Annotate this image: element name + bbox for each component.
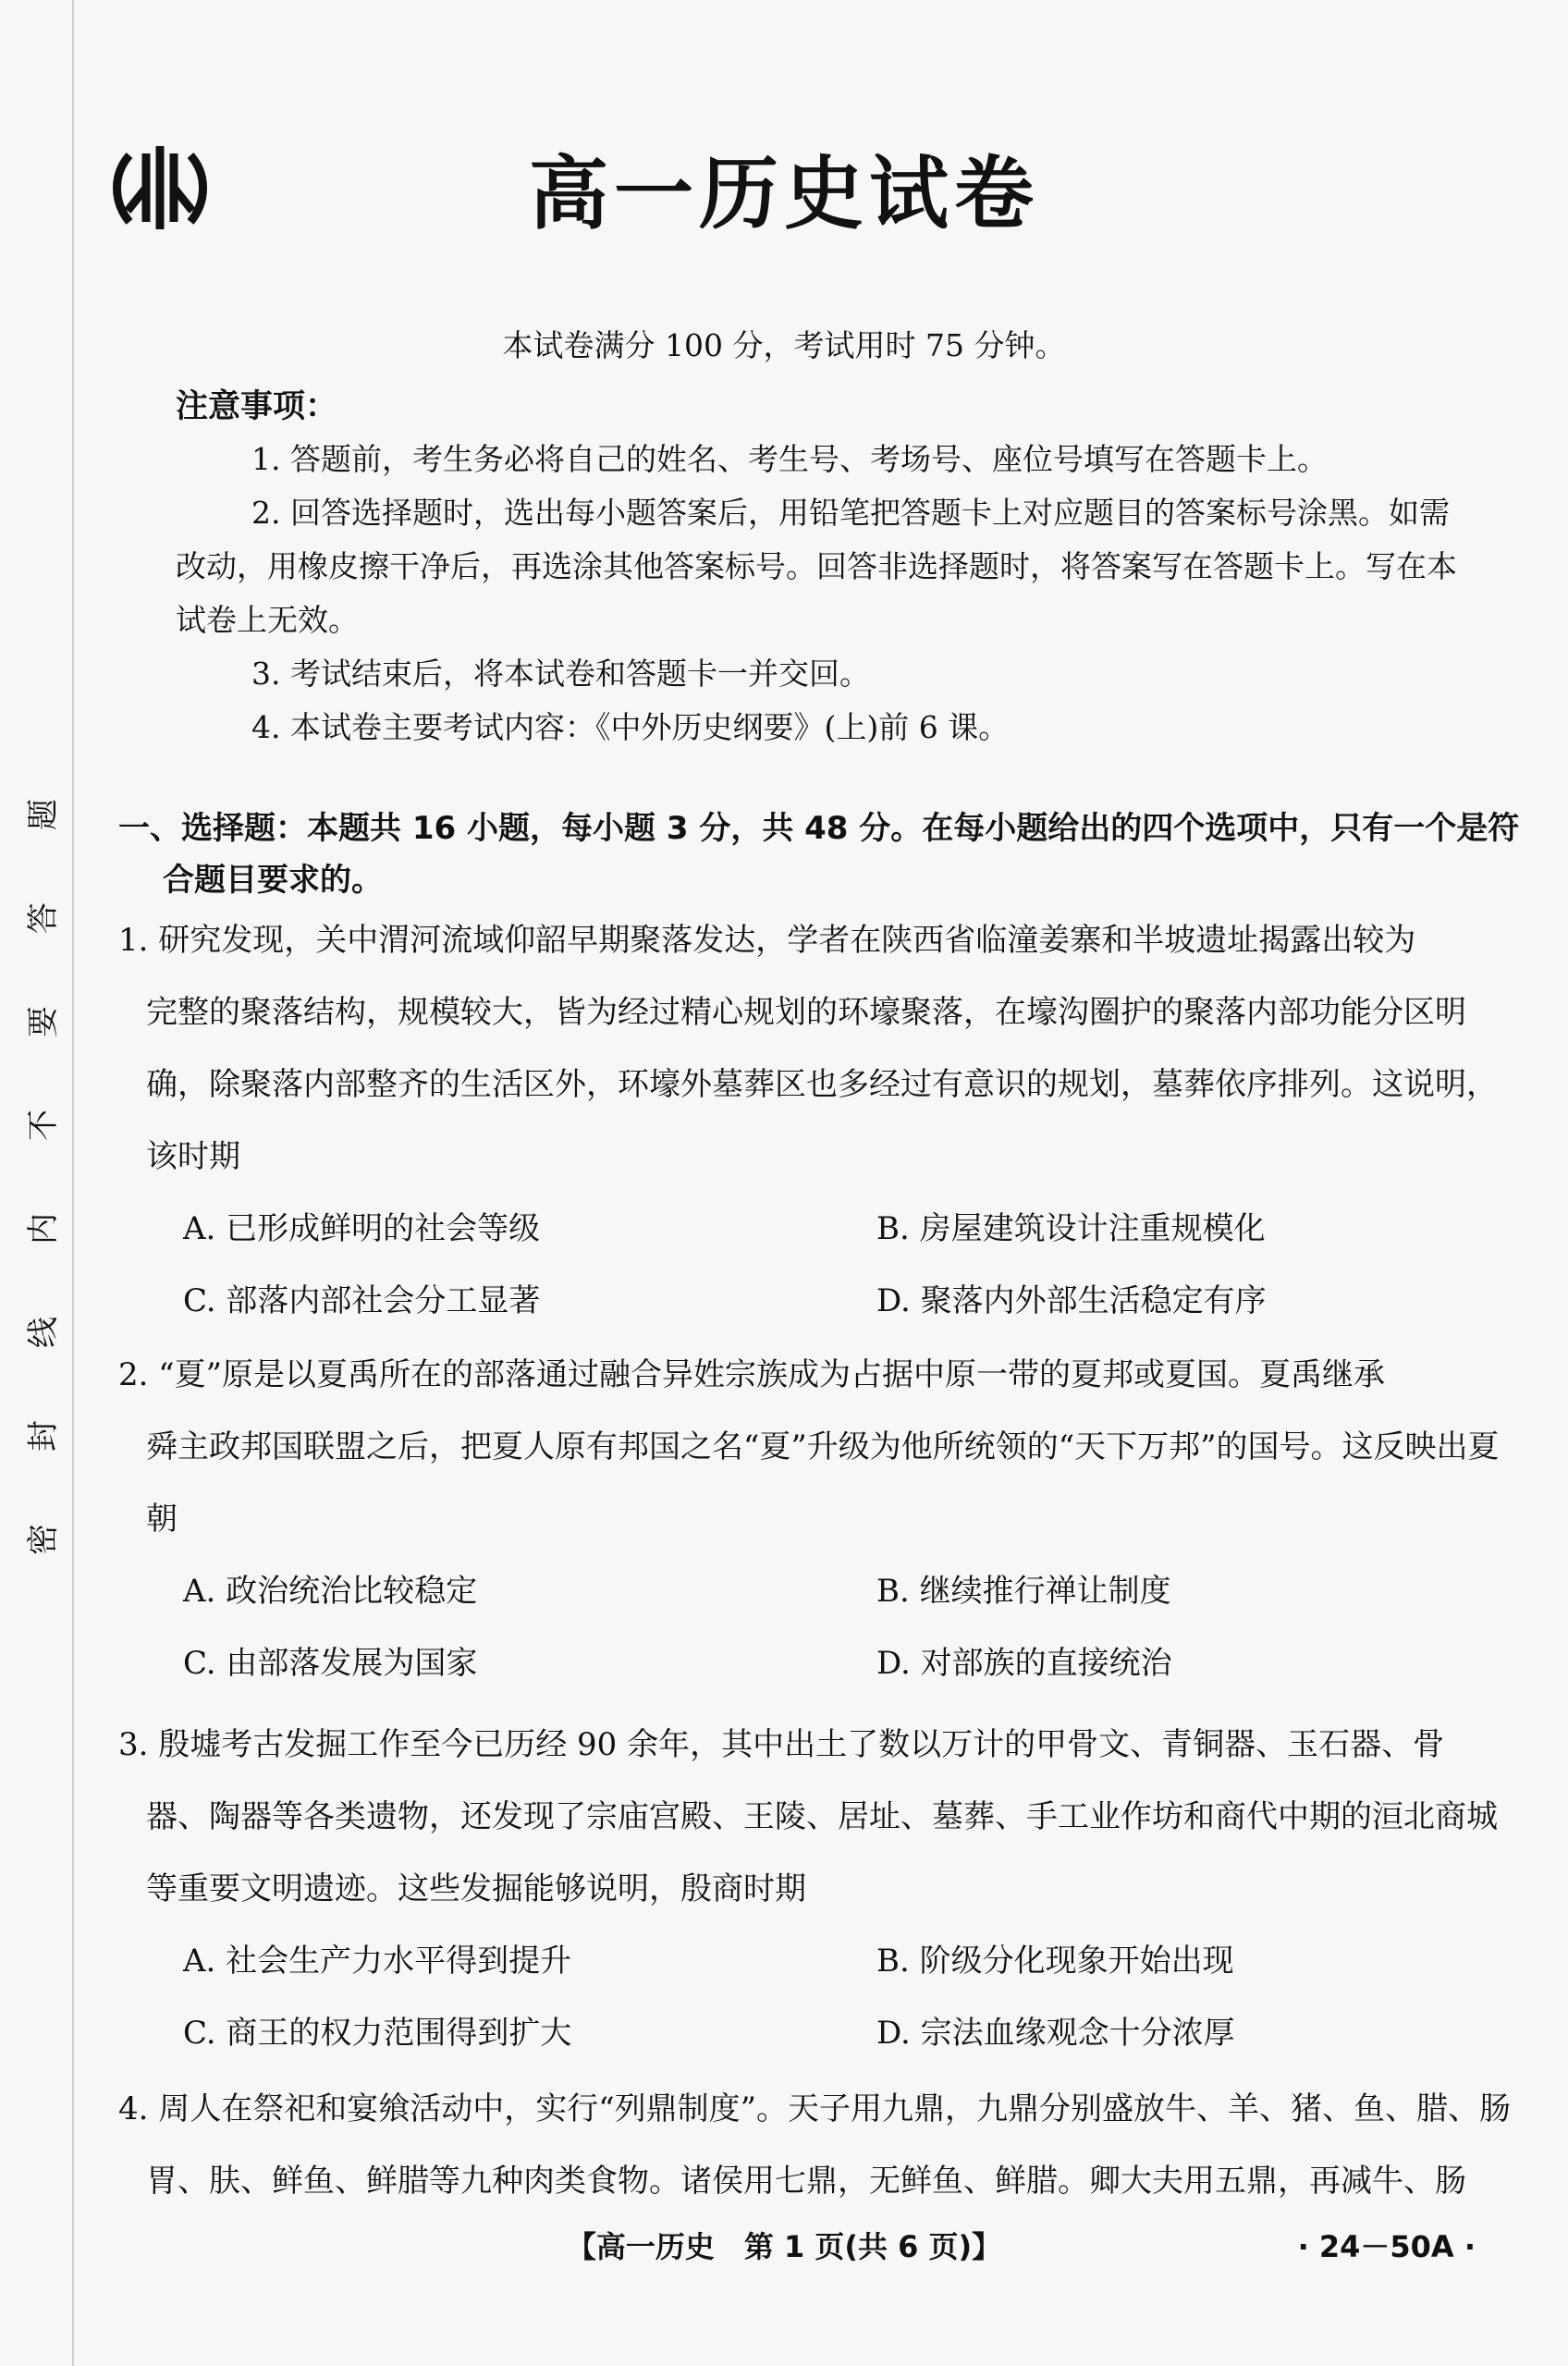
seal-char: 要 bbox=[25, 1006, 62, 1037]
question-2 bbox=[118, 1339, 1524, 1699]
question-stem bbox=[118, 2073, 1524, 2217]
seal-char: 线 bbox=[25, 1317, 62, 1348]
seal-char: 题 bbox=[25, 799, 62, 830]
notice-item: 2. 回答选择题时，选出每小题答案后，用铅笔把答题卡上对应题目的答案标号涂黑。如需改动，用橡皮擦干净后，再选涂其他答案标号。回答非选择题时，将答案写在答题卡上。写在本试卷上无效。 bbox=[176, 495, 1457, 638]
question-stem-line: 2. “夏”原是以夏禹所在的部落通过融合异姓宗族成为占据中原一带的夏邦或夏国。夏禹继承 bbox=[118, 1356, 1386, 1393]
option-c: C. 部落内部社会分工显著 bbox=[183, 1282, 541, 1319]
question-stem bbox=[118, 904, 1524, 1193]
section-heading-line: 一、选择题：本题共 16 小题，每小题 3 分，共 48 分。在每小题给出的四个选项中，只有一个是符 bbox=[118, 810, 1520, 847]
question-stem-line: 4. 周人在祭祀和宴飨活动中，实行“列鼎制度”。天子用九鼎，九鼎分别盛放牛、羊、猪、鱼、腊、肠 bbox=[118, 2090, 1512, 2127]
option-c: C. 由部落发展为国家 bbox=[183, 1645, 478, 1682]
seal-line-text bbox=[20, 763, 67, 1591]
notice-item: 3. 考试结束后，将本试卷和答题卡一并交回。 bbox=[251, 656, 870, 692]
section-heading-line: 合题目要求的。 bbox=[163, 862, 383, 899]
section-heading bbox=[118, 803, 1524, 906]
exam-code: · 24－50A · bbox=[1297, 2229, 1476, 2264]
question-stem bbox=[118, 1339, 1524, 1555]
question-options bbox=[118, 1193, 1524, 1337]
notice-item: 1. 答题前，考生务必将自己的姓名、考生号、考场号、座位号填写在答题卡上。 bbox=[251, 441, 1328, 477]
question-stem-line: 1. 研究发现，关中渭河流域仰韶早期聚落发达，学者在陕西省临潼姜寨和半坡遗址揭露出较为 bbox=[118, 922, 1416, 959]
seal-char: 答 bbox=[25, 902, 62, 934]
question-1 bbox=[118, 904, 1524, 1337]
option-b: B. 房屋建筑设计注重规模化 bbox=[876, 1210, 1266, 1247]
question-stem bbox=[118, 1709, 1524, 1925]
notice-item: 4. 本试卷主要考试内容：《中外历史纲要》(上)前 6 课。 bbox=[251, 709, 1010, 745]
exam-meta: 本试卷满分 100 分，考试用时 75 分钟。 bbox=[502, 327, 1066, 363]
question-4 bbox=[118, 2073, 1524, 2217]
question-stem-line: 胃、肤、鲜鱼、鲜腊等九种肉类食物。诸侯用七鼎，无鲜鱼、鲜腊。卿大夫用五鼎，再减牛、肠 bbox=[146, 2163, 1466, 2200]
question-stem-line: 舜主政邦国联盟之后，把夏人原有邦国之名“夏”升级为他所统领的“天下万邦”的国号。这反映出夏朝 bbox=[146, 1428, 1500, 1538]
question-stem-line: 器、陶器等各类遗物，还发现了宗庙宫殿、王陵、居址、墓葬、手工业作坊和商代中期的洹北商城等重要文明遗迹。这些发掘能够说明，殷商时期 bbox=[146, 1798, 1498, 1907]
seal-char: 密 bbox=[25, 1524, 62, 1555]
question-options bbox=[118, 1925, 1524, 2069]
page-title: 高一历史试卷 bbox=[529, 148, 1039, 240]
option-d: D. 宗法血缘观念十分浓厚 bbox=[876, 2015, 1235, 2052]
question-stem-line: 完整的聚落结构，规模较大，皆为经过精心规划的环壕聚落，在壕沟圈护的聚落内部功能分区明确，除聚落内部整齐的生活区外，环壕外墓葬区也多经过有意识的规划，墓葬依序排列。这说明，该时期 bbox=[146, 994, 1498, 1175]
option-b: B. 继续推行禅让制度 bbox=[876, 1573, 1171, 1610]
option-a: A. 政治统治比较稳定 bbox=[183, 1573, 478, 1610]
seal-char: 不 bbox=[25, 1109, 62, 1141]
option-d: D. 对部族的直接统治 bbox=[876, 1645, 1172, 1682]
option-a: A. 已形成鲜明的社会等级 bbox=[183, 1210, 541, 1247]
option-d: D. 聚落内外部生活稳定有序 bbox=[876, 1282, 1267, 1319]
question-stem-line: 3. 殷墟考古发掘工作至今已历经 90 余年，其中出土了数以万计的甲骨文、青铜器、玉石器、骨 bbox=[118, 1726, 1445, 1763]
question-3 bbox=[118, 1709, 1524, 2069]
seal-char: 封 bbox=[25, 1420, 62, 1452]
option-b: B. 阶级分化现象开始出现 bbox=[876, 1943, 1234, 1980]
option-c: C. 商王的权力范围得到扩大 bbox=[183, 2015, 572, 2052]
page-footer: 【高一历史 第 1 页(共 6 页)】 bbox=[566, 2229, 1002, 2264]
notice-list bbox=[176, 433, 1461, 754]
question-options bbox=[118, 1555, 1524, 1699]
seal-char: 内 bbox=[25, 1213, 62, 1244]
notice-title: 注意事项： bbox=[176, 388, 338, 425]
option-a: A. 社会生产力水平得到提升 bbox=[183, 1943, 572, 1980]
